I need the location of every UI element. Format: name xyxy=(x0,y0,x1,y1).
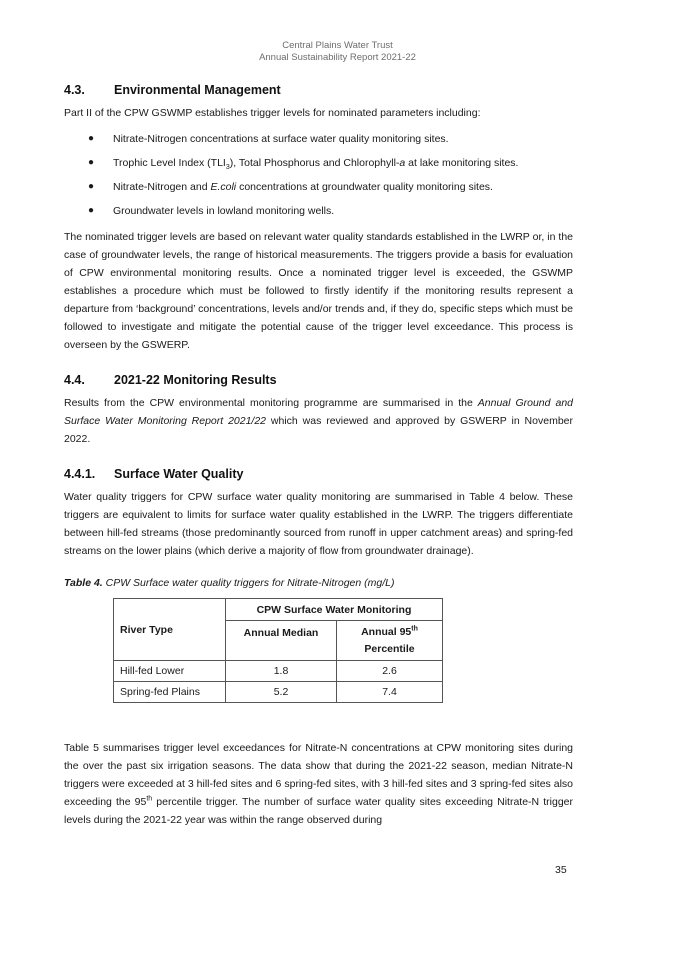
section-heading-4-3 xyxy=(64,82,573,98)
body-paragraph: Water quality triggers for CPW surface water quality monitoring are summarised in Table 4 below. These triggers are equivalent to limits for surface water quality established in the LWRP. The triggers differentiate between hill-fed streams (those predominantly sourced from runoff in upper catchment areas) and spring-fed streams on the lower plains (which derive a majority of flow from groundwater drainage). xyxy=(64,491,573,557)
section-title: Environmental Management xyxy=(114,83,281,97)
page-header xyxy=(0,40,675,64)
table-row: Hill-fed Lower 1.8 2.6 xyxy=(114,661,443,682)
table-row: Spring-fed Plains 5.2 7.4 xyxy=(114,682,443,703)
section-title: Surface Water Quality xyxy=(114,467,244,481)
header-org: Central Plains Water Trust xyxy=(282,40,393,51)
section-title: 2021-22 Monitoring Results xyxy=(114,373,277,387)
list-item: ● Trophic Level Index $(TLI_3)$, Total Phosphorus and Chlorophyll-a at lake monitoring sites. xyxy=(88,157,519,172)
bullet-icon: ● xyxy=(88,205,95,216)
section-heading-4-4 xyxy=(64,372,573,388)
list-item: ● Groundwater levels in lowland monitoring wells. xyxy=(88,205,335,217)
section-intro: Part II of the CPW GSWMP establishes trigger levels for nominated parameters including: xyxy=(64,107,481,119)
bullet-icon: ● xyxy=(88,181,95,192)
list-item: ● Nitrate-Nitrogen concentrations at surface water quality monitoring sites. xyxy=(88,133,449,145)
body-paragraph: Results from the CPW environmental monitoring programme are summarised in the Annual Ground and Surface Water Monitoring Report 2021/22 which was reviewed and approved by GSWERP in November 2022. xyxy=(64,397,573,445)
parameter-list xyxy=(64,132,573,218)
section-number: 4.3. xyxy=(64,83,85,97)
section-heading-4-4-1 xyxy=(64,466,573,482)
column-group-header: CPW Surface Water Monitoring xyxy=(226,599,443,621)
column-header: Annual Median xyxy=(226,621,337,661)
page-number: 35 xyxy=(555,864,567,876)
body-paragraph: The nominated trigger levels are based on relevant water quality standards established in the LWRP or, in the case of groundwater levels, the range of historical measurements. The triggers provide a basis for evaluation of CPW environmental monitoring results. Once a nominated trigger level is exceeded, the GSWMP establishes a procedure which must be followed to firstly identify if the monitoring results represent a departure from ‘background’ concentrations, levels and/or trends and, if they do, specific steps which must be followed to investigate and mitigate the potential cause of the trigger level exceedance. This process is overseen by the GSWERP. xyxy=(64,231,573,351)
bullet-icon: ● xyxy=(88,133,95,144)
body-paragraph: Table 5 summarises trigger level exceedances for Nitrate-N concentrations at CPW monitoring sites during the over the past six irrigation seasons. The data show that during the 2021-22 season, median Nitrate-N triggers were exceeded at 3 hill-fed sites and 6 spring-fed sites, with 3 hill-fed sites and 3 spring-fed sites also exceeding the 95th percentile trigger. The number of surface water quality sites exceeding Nitrate-N trigger levels during the 2021-22 year was within the range observed during xyxy=(64,742,573,826)
section-number: 4.4.1. xyxy=(64,467,96,481)
trigger-table xyxy=(113,598,443,703)
header-report-title: Annual Sustainability Report 2021-22 xyxy=(259,52,416,63)
section-number: 4.4. xyxy=(64,373,85,387)
table-caption: Table 4. CPW Surface water quality triggers for Nitrate-Nitrogen (mg/L) xyxy=(64,577,395,589)
column-header: River Type xyxy=(114,599,226,661)
column-header: Annual 95th Percentile xyxy=(337,621,443,661)
list-item: ● Nitrate-Nitrogen and E.coli concentrations at groundwater quality monitoring sites. xyxy=(88,181,493,193)
bullet-icon: ● xyxy=(88,157,95,168)
page-content xyxy=(64,80,573,829)
